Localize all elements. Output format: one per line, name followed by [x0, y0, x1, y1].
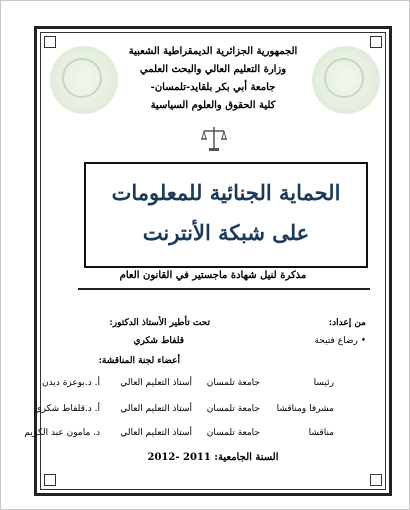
committee-member-role: مناقشا — [308, 428, 334, 438]
student-name-text: رضاع فتيحة — [314, 336, 358, 346]
supervisor-name: قلفاط شكري — [133, 336, 184, 346]
thesis-degree-subtitle: مذكرة لنيل شهادة ماجستير في القانون العام — [119, 270, 307, 281]
student-name: • رضاع فتيحة — [314, 336, 366, 346]
committee-member-role: رئيسا — [313, 378, 334, 388]
committee-member-rank: أستاذ التعليم العالي — [120, 404, 192, 414]
committee-member-university: جامعة تلمسان — [206, 428, 260, 438]
header-ministry: وزارة التعليم العالي والبحث العلمي — [139, 64, 287, 75]
header-faculty: كلية الحقوق والعلوم السياسية — [150, 100, 276, 111]
subtitle-divider — [78, 288, 370, 290]
header-university: جامعة أبي بكر بلقايد-تلمسان- — [150, 82, 276, 93]
committee-member-rank: أستاذ التعليم العالي — [120, 378, 192, 388]
committee-member-role: مشرفا ومناقشا — [276, 404, 334, 414]
committee-member-name: أ. د.قلفاط شكري — [34, 404, 100, 414]
frame-corner-ornament — [370, 474, 382, 486]
committee-member-name: أ. د.بوعزة ديدن — [41, 378, 100, 388]
header-republic: الجمهورية الجزائرية الديمقراطية الشعبية — [128, 46, 298, 57]
committee-label: أعضاء لجنة المناقشة: — [98, 356, 180, 366]
committee-member-rank: أستاذ التعليم العالي — [120, 428, 192, 438]
scales-of-justice-icon — [200, 124, 228, 152]
frame-corner-ornament — [44, 474, 56, 486]
thesis-title-line-1: الحماية الجنائية للمعلومات — [111, 180, 341, 205]
thesis-title-box — [84, 162, 368, 268]
thesis-title-line-2: على شبكة الأنترنت — [142, 220, 310, 245]
committee-member-university: جامعة تلمسان — [206, 404, 260, 414]
committee-member-university: جامعة تلمسان — [206, 378, 260, 388]
supervisor-label: تحت تأطير الأستاذ الدكتور: — [109, 318, 210, 328]
prepared-by-label: من إعداد: — [328, 318, 366, 328]
committee-member-name: د. مامون عبد الكريم — [24, 428, 100, 438]
academic-year: السنة الجامعية: 2011 -2012 — [147, 452, 279, 463]
